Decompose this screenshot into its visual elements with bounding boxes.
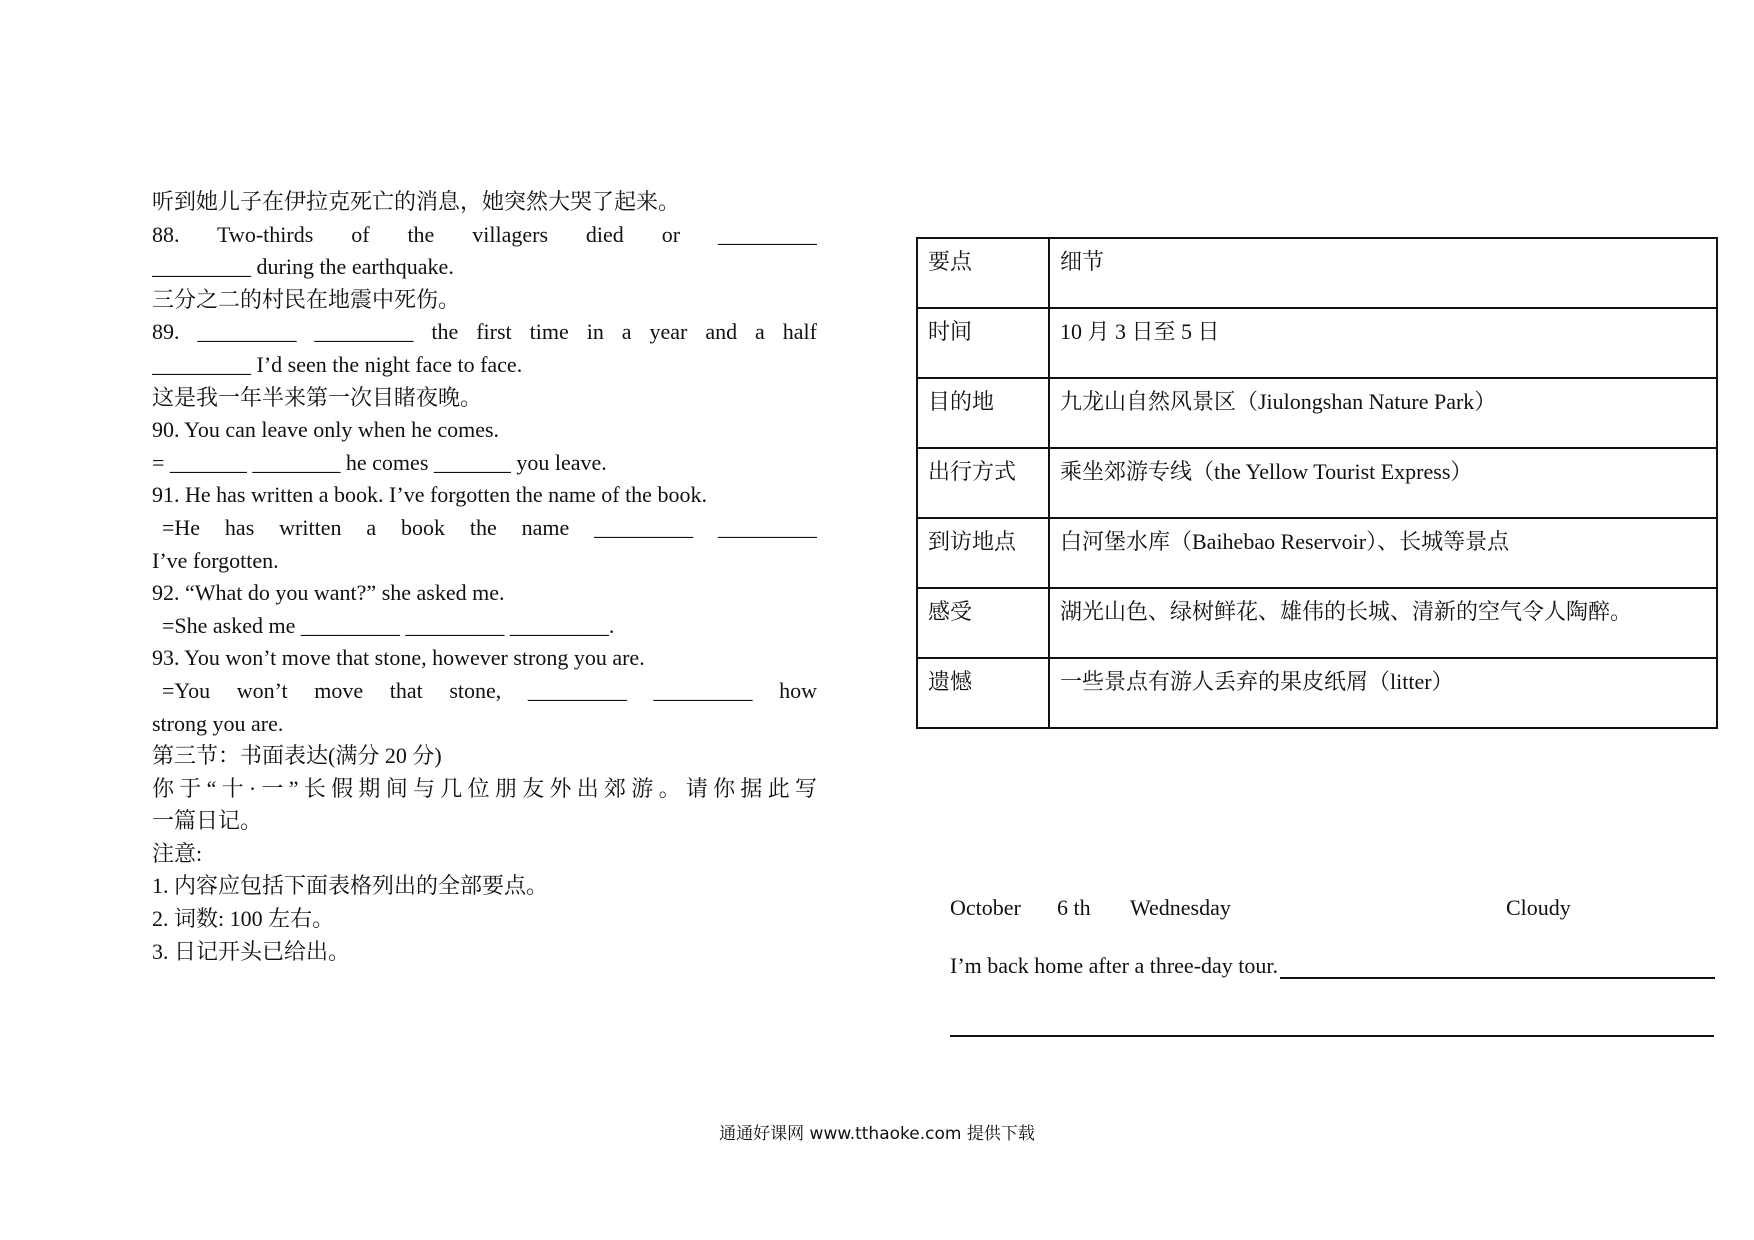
- notes-heading: 注意:: [152, 840, 203, 866]
- text-line: =He has written a book the name _________ _________: [162, 514, 817, 540]
- translation-line: 这是我一年半来第一次目睹夜晚。: [152, 384, 483, 410]
- table-cell-detail: 湖光山色、绿树鲜花、雄伟的长城、清新的空气令人陶醉。: [1049, 588, 1717, 658]
- table-cell-detail: 10 月 3 日至 5 日: [1049, 308, 1717, 378]
- question-93-line: 93. You won’t move that stone, however strong you are.: [152, 645, 645, 671]
- diary-month: October: [950, 895, 1021, 920]
- text-line: _________ during the earthquake.: [152, 254, 454, 280]
- table-cell-key: 到访地点: [917, 518, 1049, 588]
- diary-day: 6 th: [1057, 895, 1091, 920]
- table-cell-key: 目的地: [917, 378, 1049, 448]
- answer-blank-line[interactable]: [950, 1035, 1714, 1037]
- text-line: =You won’t move that stone, _________ _________ how: [162, 677, 817, 703]
- table-cell-detail: 白河堡水库（Baihebao Reservoir）、长城等景点: [1049, 518, 1717, 588]
- table-cell-key: 出行方式: [917, 448, 1049, 518]
- question-92-line: 92. “What do you want?” she asked me.: [152, 580, 505, 606]
- key-points-table: [916, 237, 1718, 729]
- note-item: 1. 内容应包括下面表格列出的全部要点。: [152, 873, 549, 899]
- table-row: [917, 308, 1717, 378]
- table-row: [917, 518, 1717, 588]
- text-line: strong you are.: [152, 710, 284, 736]
- task-text-line: 你于“十·一”长假期间与几位朋友外出郊游。请你据此写: [152, 775, 817, 801]
- diary-opening-line: [950, 947, 1715, 979]
- table-header-row: [917, 238, 1717, 308]
- diary-opening-text: I’m back home after a three-day tour.: [950, 953, 1279, 978]
- text-line: = _______ ________ he comes _______ you leave.: [152, 449, 607, 475]
- diary-weather: Cloudy: [1506, 895, 1571, 920]
- table-cell-key: 遗憾: [917, 658, 1049, 728]
- translation-line: 三分之二的村民在地震中死伤。: [152, 286, 461, 312]
- diary-start: [950, 895, 1715, 979]
- text-line: 听到她儿子在伊拉克死亡的消息，她突然大哭了起来。: [152, 189, 681, 214]
- note-item: 3. 日记开头已给出。: [152, 938, 351, 964]
- exercise-column: [152, 186, 817, 968]
- table-row: [917, 378, 1717, 448]
- table-cell-detail: 九龙山自然风景区（Jiulongshan Nature Park）: [1049, 378, 1717, 448]
- table-cell-key: 要点: [917, 238, 1049, 308]
- question-89-line: 89. _________ _________ the first time in a year and a half: [152, 319, 817, 345]
- section-heading: 第三节：书面表达(满分 20 分): [152, 743, 442, 769]
- table-row: [917, 448, 1717, 518]
- table-row: [917, 588, 1717, 658]
- table-cell-key: 时间: [917, 308, 1049, 378]
- question-88-line: 88. Two-thirds of the villagers died or _________: [152, 221, 817, 247]
- task-text-line: 一篇日记。: [152, 808, 263, 834]
- question-91-line: 91. He has written a book. I’ve forgotten the name of the book.: [152, 482, 707, 508]
- answer-blank-line[interactable]: [1280, 953, 1715, 979]
- note-item: 2. 词数: 100 左右。: [152, 906, 335, 932]
- table-cell-key: 感受: [917, 588, 1049, 658]
- table-cell-detail: 细节: [1049, 238, 1717, 308]
- table-cell-detail: 乘坐郊游专线（the Yellow Tourist Express）: [1049, 448, 1717, 518]
- diary-date-line: [950, 895, 1715, 927]
- question-90-line: 90. You can leave only when he comes.: [152, 417, 500, 443]
- table-cell-detail: 一些景点有游人丢弃的果皮纸屑（litter）: [1049, 658, 1717, 728]
- diary-weekday: Wednesday: [1130, 895, 1231, 920]
- table-row: [917, 658, 1717, 728]
- footer-text: 通通好课网 www.tthaoke.com 提供下载: [719, 1124, 1035, 1144]
- text-line: I’ve forgotten.: [152, 547, 279, 573]
- text-line: =She asked me _________ _________ _________.: [162, 612, 615, 638]
- text-line: _________ I’d seen the night face to face.: [152, 351, 523, 377]
